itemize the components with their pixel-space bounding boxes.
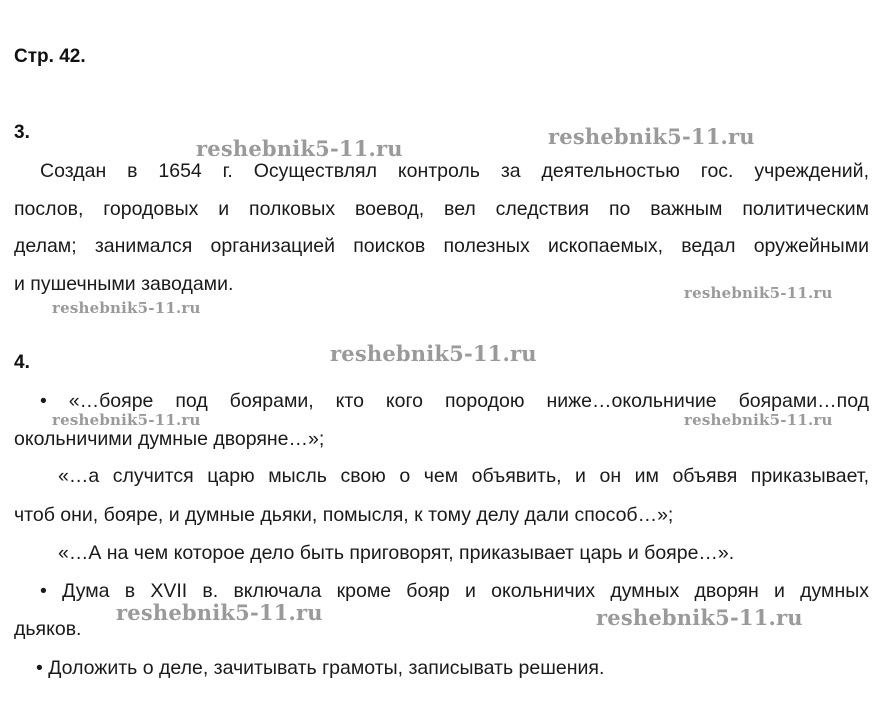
task-3-line-4: и пушечными заводами.: [14, 273, 234, 295]
task-4-line-2: окольничими думные дворяне…»;: [14, 428, 325, 450]
page-title: Стр. 42.: [14, 46, 86, 67]
task-4-line-8: • Доложить о деле, зачитывать грамоты, записывать решения.: [36, 657, 605, 679]
task-4-line-6: • Дума в XVII в. включала кроме бояр и окольничих думных дворян и думных: [40, 580, 869, 602]
task-3-line-1: Создан в 1654 г. Осуществлял контроль за деятельностью гос. учреждений,: [40, 160, 869, 182]
watermark: reshebnik5-11.ru: [684, 411, 833, 429]
task-3-line-3: делам; занимался организацией поисков полезных ископаемых, ведал оружейными: [14, 235, 869, 257]
watermark: reshebnik5-11.ru: [52, 411, 201, 429]
watermark: reshebnik5-11.ru: [596, 605, 803, 630]
watermark: reshebnik5-11.ru: [330, 341, 537, 366]
watermark: reshebnik5-11.ru: [548, 124, 755, 149]
task-4-number: 4.: [14, 352, 30, 373]
task-4-line-1: • «…бояре под боярами, кто кого породою ниже…окольничие боярами…под: [40, 390, 869, 412]
watermark: reshebnik5-11.ru: [52, 299, 201, 317]
task-4-line-3: «…а случится царю мысль свою о чем объявить, и он им объявя приказывает,: [58, 465, 869, 487]
task-4-line-5: «…А на чем которое дело быть приговорят, приказывает царь и бояре…».: [58, 542, 735, 564]
task-3-number: 3.: [14, 122, 30, 143]
watermark: reshebnik5-11.ru: [196, 136, 403, 161]
watermark: reshebnik5-11.ru: [116, 600, 323, 625]
task-3-line-2: послов, городовых и полковых воевод, вел следствия по важным политическим: [14, 198, 869, 220]
watermark: reshebnik5-11.ru: [684, 284, 833, 302]
task-4-line-7: дьяков.: [14, 618, 82, 640]
task-4-line-4: чтоб они, бояре, и думные дьяки, помысля, к тому делу дали способ…»;: [14, 504, 674, 526]
